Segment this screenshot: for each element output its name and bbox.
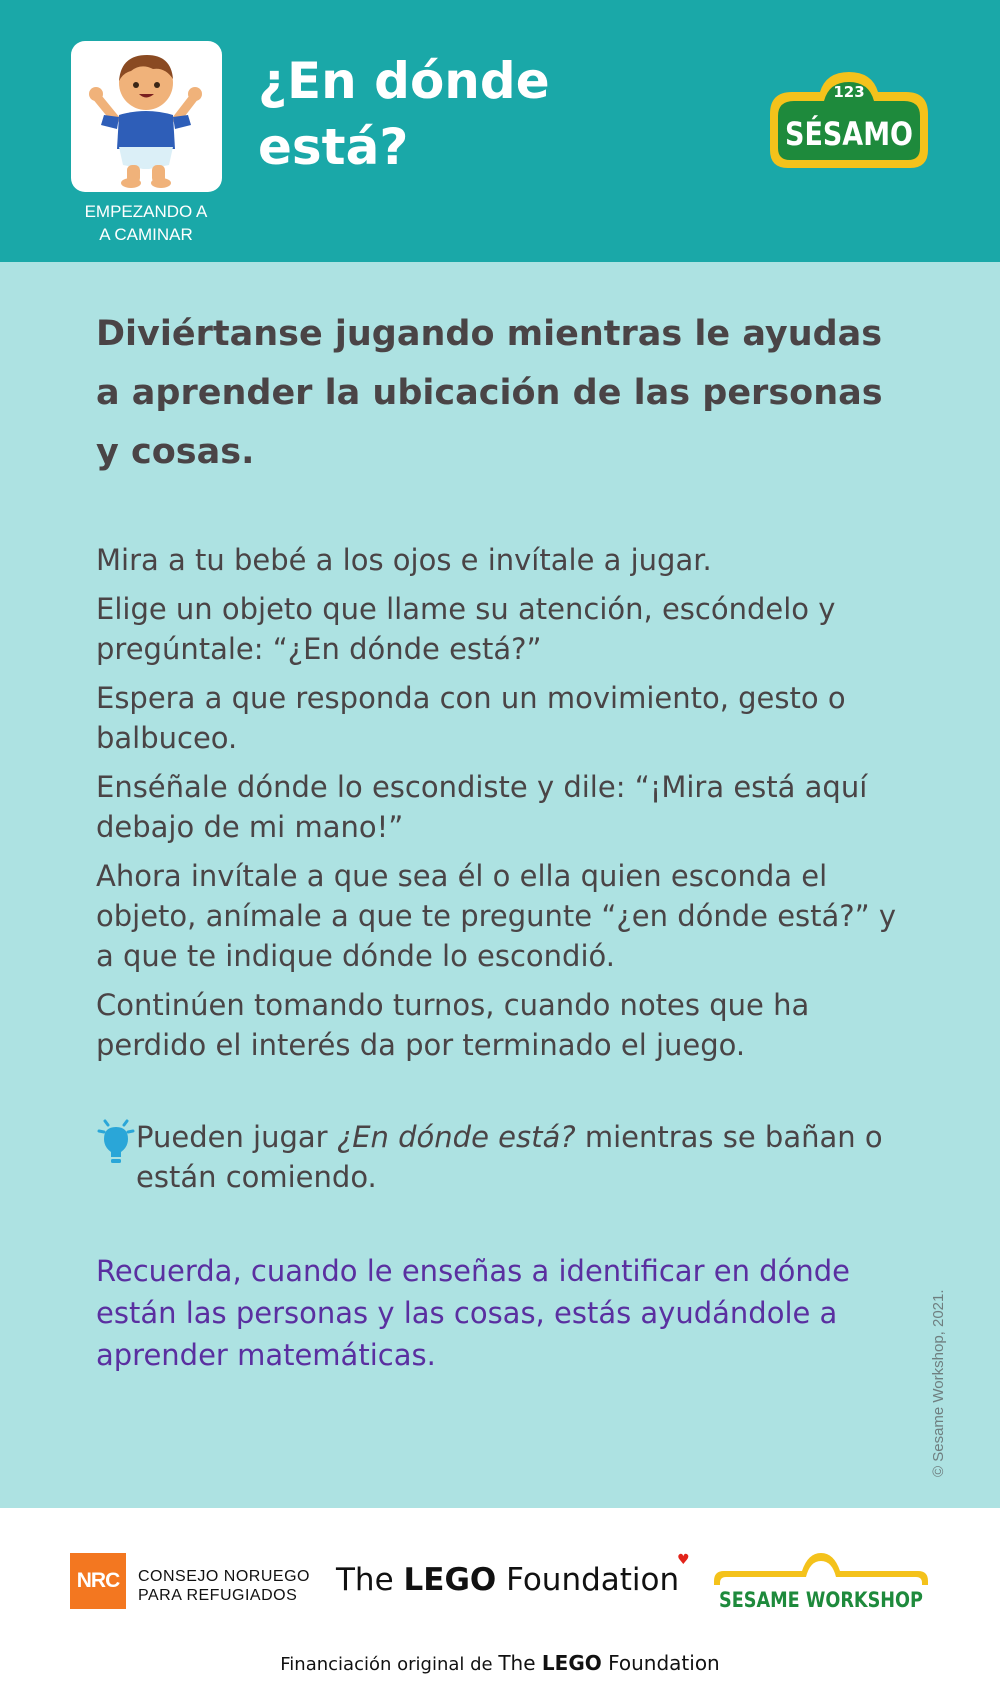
reminder-text: Recuerda, cuando le enseñas a identificar en dónde están las personas y las cosas, estás ayudándole a aprender matemáticas. bbox=[96, 1254, 850, 1372]
step-item: Enséñale dónde lo escondiste y dile: “¡Mira está aquí debajo de mi mano!” bbox=[96, 770, 868, 844]
step-item: Mira a tu bebé a los ojos e invítale a jugar. bbox=[96, 543, 712, 577]
sesame-workshop-text: SESAME WORKSHOP bbox=[719, 1588, 923, 1612]
nrc-name-line1: CONSEJO NORUEGO bbox=[138, 1568, 310, 1585]
funding-lego: LEGO bbox=[541, 1651, 602, 1675]
lego-foundation: Foundation bbox=[496, 1562, 680, 1598]
sesame-workshop-logo bbox=[710, 1551, 932, 1613]
step-item: Espera a que responda con un movimiento, gesto o balbuceo. bbox=[96, 681, 846, 755]
step-item: Continúen tomando turnos, cuando notes que ha perdido el interés da por terminado el juego. bbox=[96, 988, 810, 1062]
nrc-name-line2: PARA REFUGIADOS bbox=[138, 1587, 298, 1604]
stage-label-line2: A CAMINAR bbox=[99, 225, 193, 244]
tip-text bbox=[136, 1117, 916, 1197]
sesamo-logo-text: SÉSAMO bbox=[785, 115, 913, 153]
tip-text-before: Pueden jugar bbox=[136, 1120, 337, 1154]
step-item: Elige un objeto que llame su atención, escóndelo y pregúntale: “¿En dónde está?” bbox=[96, 592, 836, 666]
funding-the: The bbox=[498, 1651, 542, 1675]
nrc-name bbox=[138, 1567, 310, 1605]
sesamo-logo-number: 123 bbox=[833, 83, 865, 101]
lego-foundation-logo bbox=[336, 1562, 679, 1598]
funding-prefix: Financiación original de bbox=[280, 1654, 499, 1675]
nrc-logo: NRC bbox=[70, 1553, 126, 1609]
tip-text-italic: ¿En dónde está? bbox=[336, 1120, 576, 1154]
step-item: Ahora invítale a que sea él o ella quien esconda el objeto, anímale a que te pregunte “¿en dónde está?” y a que te indique dónde lo escondió. bbox=[96, 859, 897, 973]
stage-label-line1: EMPEZANDO A bbox=[84, 202, 208, 221]
tip-text-after: mientras se bañan o están comiendo. bbox=[136, 1120, 883, 1194]
lightbulb-icon bbox=[96, 1117, 136, 1167]
lego-the: The bbox=[336, 1562, 404, 1598]
page-title-line1: ¿En dónde bbox=[258, 52, 550, 110]
funding-credit bbox=[0, 1651, 1000, 1675]
lego-lego: LEGO bbox=[403, 1562, 497, 1598]
sesamo-logo bbox=[766, 70, 932, 170]
baby-avatar-card bbox=[71, 41, 222, 192]
page-title bbox=[258, 48, 698, 180]
baby-illustration bbox=[71, 41, 222, 192]
funding-foundation: Foundation bbox=[601, 1651, 720, 1675]
stage-label bbox=[50, 200, 242, 246]
page-title-line2: está? bbox=[258, 118, 409, 176]
copyright-notice: © Sesame Workshop, 2021. bbox=[930, 1289, 947, 1477]
lead-text: Diviértanse jugando mientras le ayudas a aprender la ubicación de las personas y cosas. bbox=[96, 314, 883, 472]
steps-list bbox=[96, 540, 916, 1074]
